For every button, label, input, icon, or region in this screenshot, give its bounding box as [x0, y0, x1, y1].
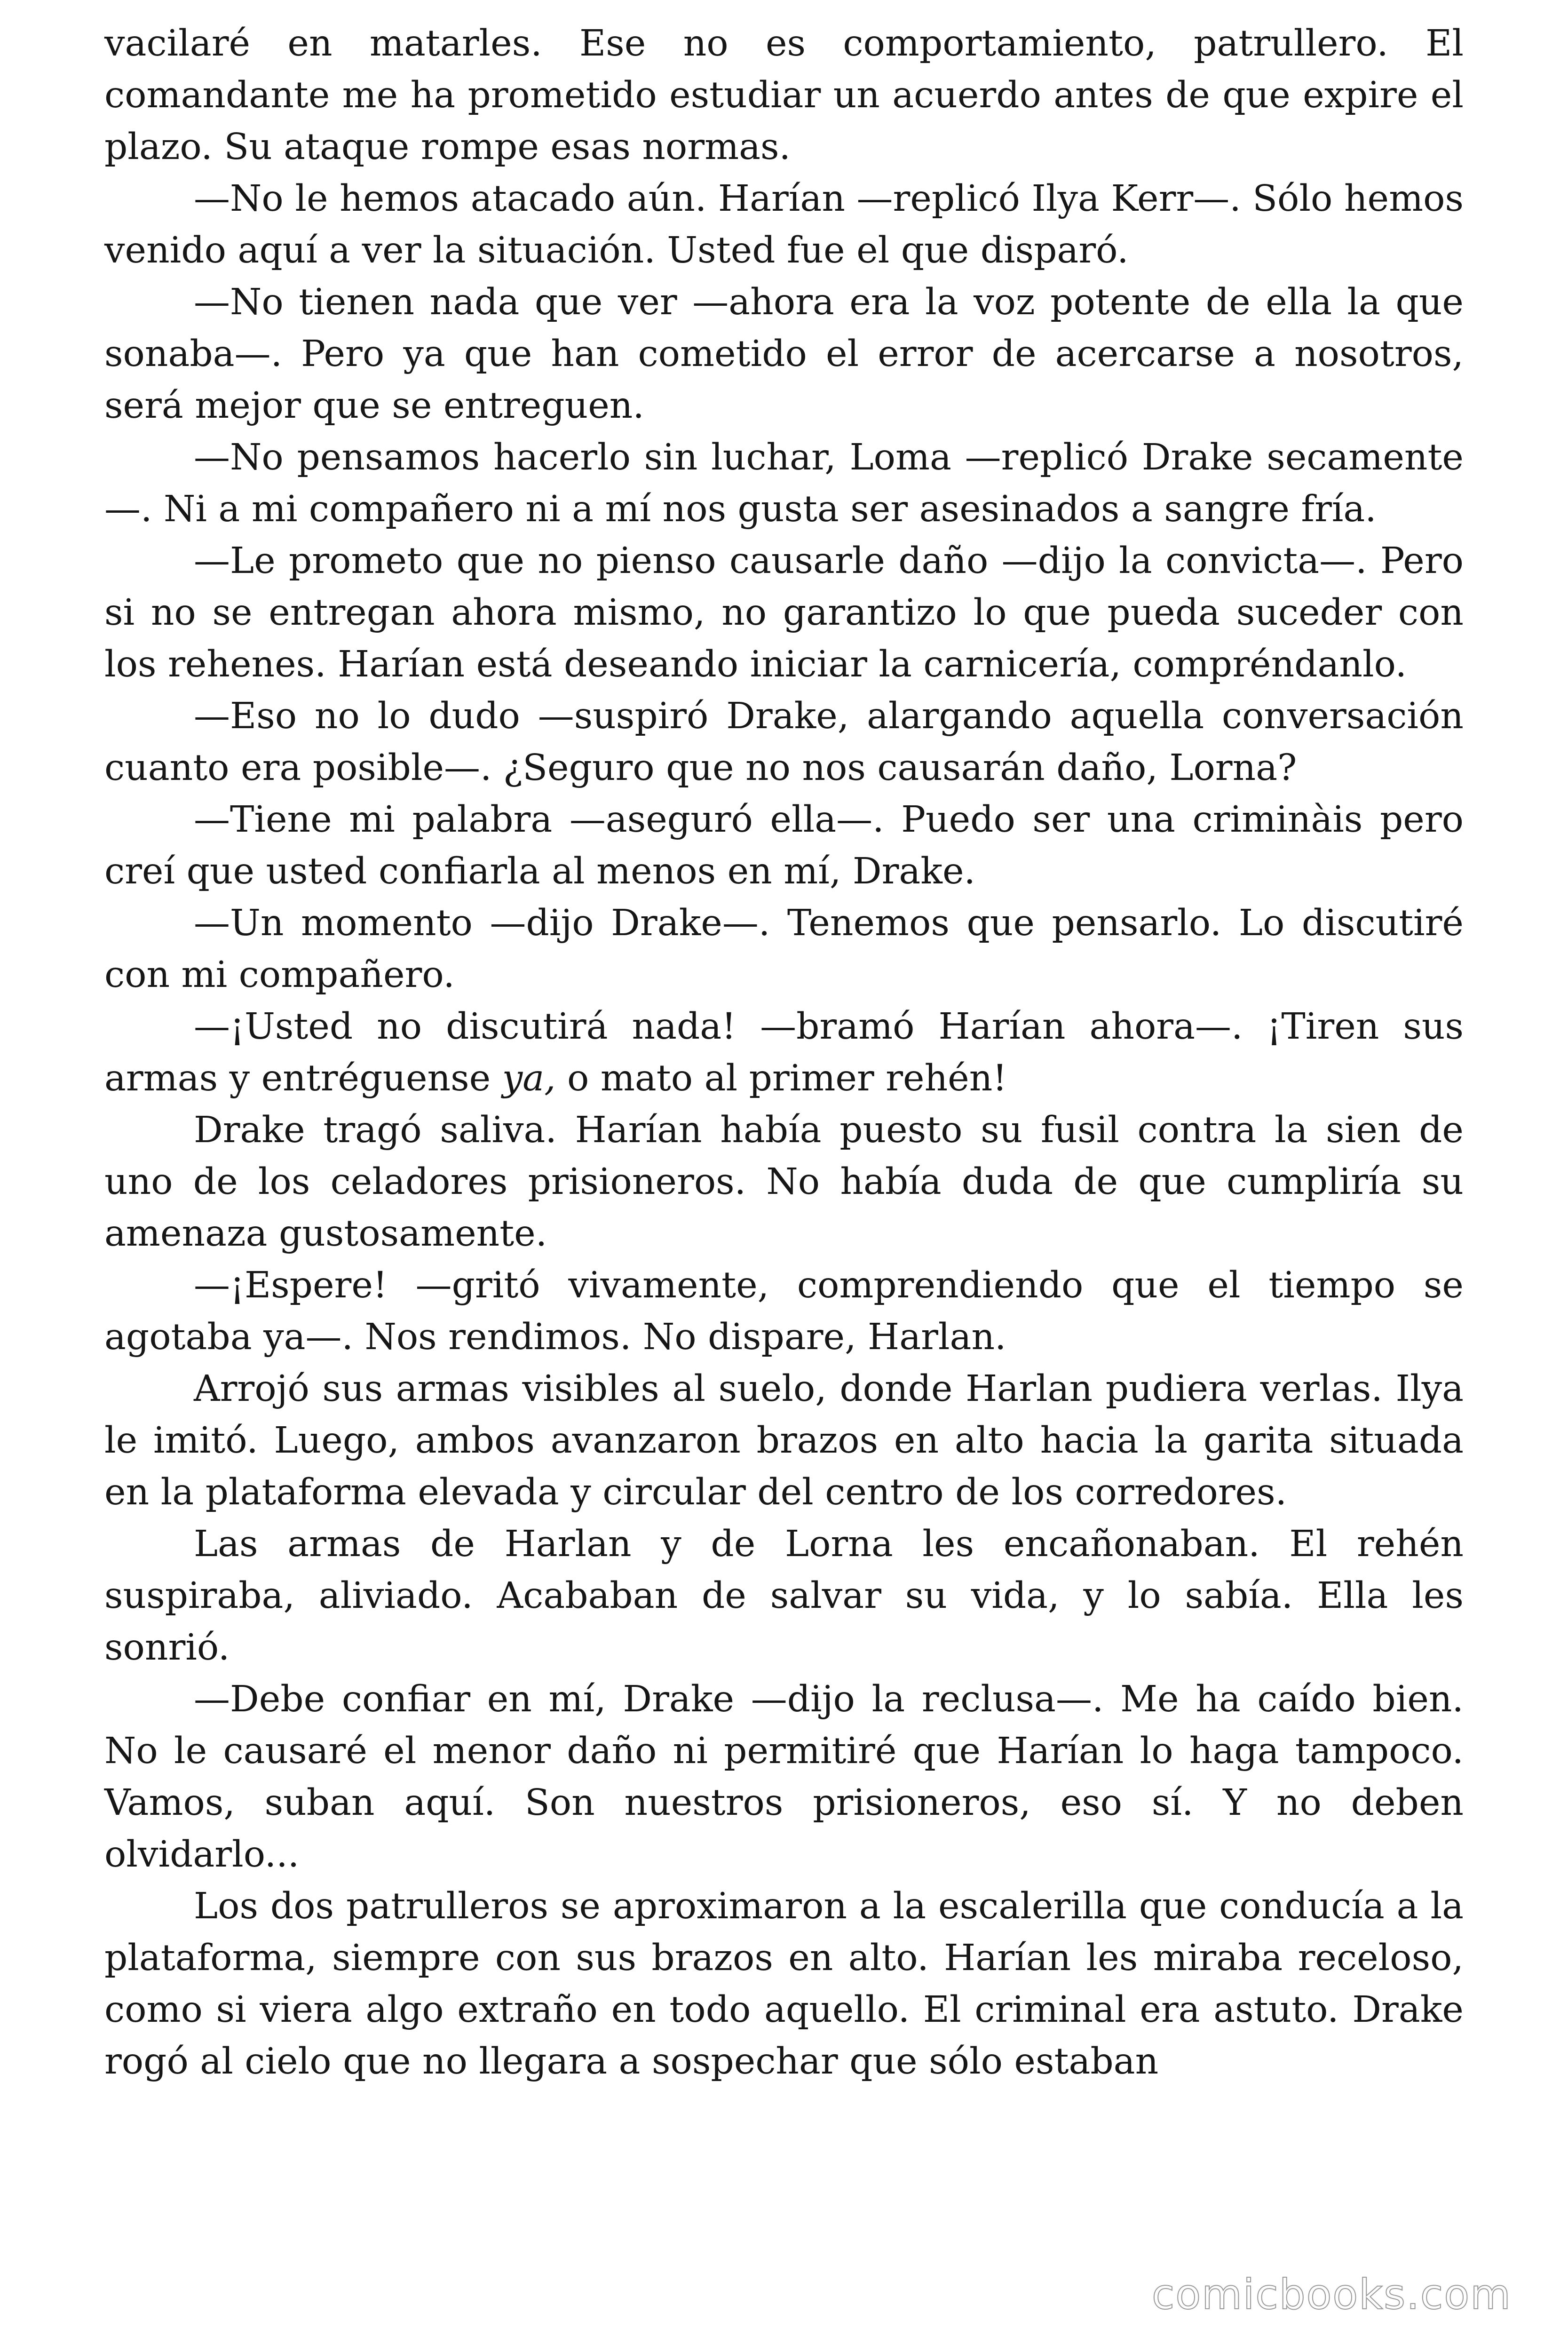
paragraph: Las armas de Harlan y de Lorna les encañonaban. El rehén suspiraba, aliviado. Acababan de salvar su vida, y lo sabía. Ella les sonrió. [104, 1523, 1464, 1669]
watermark-text: comicbooks.com [1151, 2270, 1512, 2319]
paragraph: —No tienen nada que ver —ahora era la voz potente de ella la que sonaba—. Pero ya que han cometido el error de acercarse a nosotros, será mejor que se entreguen. [104, 281, 1464, 427]
paragraph: —No le hemos atacado aún. Harían —replicó Ilya Kerr—. Sólo hemos venido aquí a ver la situación. Usted fue el que disparó. [104, 178, 1464, 271]
paragraph-text: o mato al primer rehén! [555, 1057, 1007, 1099]
paragraph: Los dos patrulleros se aproximaron a la escalerilla que conducía a la plataforma, siempre con sus brazos en alto. Harían les miraba receloso, como si viera algo extraño en todo aquello. El criminal era astuto. Drake rogó al cielo que no llegara a sospechar que sólo estaban [104, 1885, 1464, 2082]
italic-word: ya, [502, 1057, 556, 1099]
paragraph: —No pensamos hacerlo sin luchar, Loma —replicó Drake secamente—. Ni a mi compañero ni a mí nos gusta ser asesinados a sangre fría. [104, 437, 1464, 530]
page-text [104, 18, 1464, 2088]
paragraph: —¡Espere! —gritó vivamente, comprendiendo que el tiempo se agotaba ya—. Nos rendimos. No dispare, Harlan. [104, 1264, 1464, 1358]
paragraph: vacilaré en matarles. Ese no es comportamiento, patrullero. El comandante me ha prometido estudiar un acuerdo antes de que expire el plazo. Su ataque rompe esas normas. [104, 23, 1464, 168]
paragraph: —Un momento —dijo Drake—. Tenemos que pensarlo. Lo discutiré con mi compañero. [104, 902, 1464, 996]
paragraph: —Tiene mi palabra —aseguró ella—. Puedo ser una criminàis pero creí que usted confiarla al menos en mí, Drake. [104, 799, 1464, 892]
paragraph: —Debe confiar en mí, Drake —dijo la reclusa—. Me ha caído bien. No le causaré el menor daño ni permitiré que Harían lo haga tampoco. Vamos, suban aquí. Son nuestros prisioneros, eso sí. Y no deben olvidarlo... [104, 1678, 1464, 1875]
paragraph: Arrojó sus armas visibles al suelo, donde Harlan pudiera verlas. Ilya le imitó. Luego, ambos avanzaron brazos en alto hacia la garita situada en la plataforma elevada y circular del centro de los corredores. [104, 1368, 1464, 1513]
paragraph: Drake tragó saliva. Harían había puesto su fusil contra la sien de uno de los celadores prisioneros. No había duda de que cumpliría su amenaza gustosamente. [104, 1109, 1464, 1255]
paragraph-text: —¡Usted no discutirá nada! —bramó Harían ahora—. ¡Tiren sus armas y entréguense [104, 1006, 1464, 1099]
paragraph: —Eso no lo dudo —suspiró Drake, alargando aquella conversación cuanto era posible—. ¿Seguro que no nos causarán daño, Lorna? [104, 695, 1464, 789]
paragraph [104, 1001, 1464, 1104]
paragraph: —Le prometo que no pienso causarle daño —dijo la convicta—. Pero si no se entregan ahora mismo, no garantizo lo que pueda suceder con los rehenes. Harían está deseando iniciar la carnicería, compréndanlo. [104, 540, 1464, 685]
